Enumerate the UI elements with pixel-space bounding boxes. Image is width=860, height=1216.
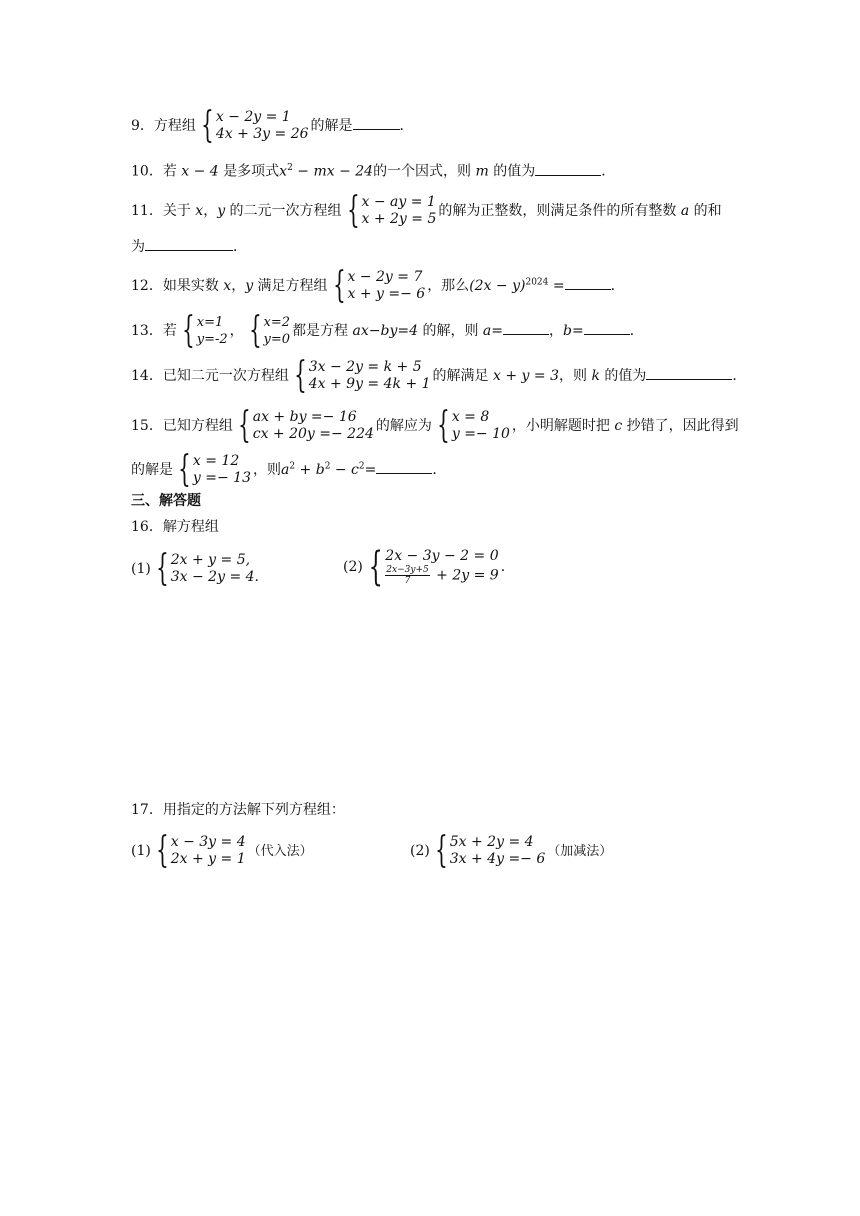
method-label: （代入法） — [247, 844, 313, 859]
equation-system: { x − 2y = 7 x + y =− 6 — [332, 265, 426, 306]
equation-system: { x − 3y = 4 2x + y = 1 — [155, 830, 246, 871]
question-16-part2: (2) { 2x − 3y − 2 = 0 $\frac{2x-3y+5}{7}$ + 2y = 9 ． — [343, 544, 515, 590]
equation-system: { ax + by =− 16 cx + 20y =− 224 — [237, 405, 374, 446]
equation-system: { x = 12 y =− 13 — [178, 449, 251, 490]
question-number: 9． — [131, 118, 154, 134]
question-16: 16．解方程组 — [131, 519, 219, 535]
question-17: 17．用指定的方法解下列方程组： — [131, 802, 345, 818]
question-17-part1: (1) { x − 3y = 4 2x + y = 1 （代入法） — [131, 830, 313, 871]
question-16-part1: (1) { 2x + y = 5, 3x − 2y = 4. — [131, 548, 259, 589]
answer-blank — [584, 320, 630, 335]
equation-system: { x − 2y = 1 4x + 3y = 26 — [201, 105, 309, 146]
question-number: 16． — [131, 519, 163, 535]
question-number: 12． — [131, 278, 163, 294]
question-9: 9．方程组 { x − 2y = 1 4x + 3y = 26 的解是 ． — [131, 105, 414, 146]
question-10: 10．若 x − 4 是多项式$x^2$ − mx − 24的一个因式，则 m 的值为 ． — [131, 158, 615, 182]
equation-system: { 3x − 2y = k + 5 4x + 9y = 4k + 1 — [293, 355, 431, 396]
question-11-line2: 为 ． — [131, 236, 247, 257]
question-number: 11． — [131, 203, 163, 219]
question-13: 13．若 { x=1 y=-2 ， { x=2 y=0 都是方程 ax−by=4 的解，则 a= ，b= ． — [131, 310, 644, 351]
question-15: 15．已知方程组 { ax + by =− 16 cx + 20y =− 224 的解应为 { x = 8 y =− 10 ，小明解题时把 c 抄错了，因此得到 — [131, 405, 739, 446]
equation-system: { x − ay = 1 x + 2y = 5 — [346, 190, 437, 231]
section-heading: 三、解答题 — [131, 493, 201, 509]
equation-system: { x=2 y=0 — [248, 310, 291, 351]
equation-system: { x = 8 y =− 10 — [437, 405, 510, 446]
answer-blank — [353, 115, 400, 130]
answer-blank — [535, 161, 601, 176]
answer-blank — [145, 236, 233, 251]
question-number: 15． — [131, 418, 163, 434]
fraction: $\frac{2x-3y+5}{7}$ — [386, 565, 429, 586]
equation-system: { 2x + y = 5, 3x − 2y = 4. — [155, 548, 259, 589]
equation-system: { 5x + 2y = 4 3x + 4y =− 6 — [434, 830, 546, 871]
question-11: 11．关于 x，y 的二元一次方程组 { x − ay = 1 x + 2y = 5 的解为正整数，则满足条件的所有整数 a 的和 — [131, 190, 722, 231]
equation-system: { x=1 y=-2 — [181, 310, 228, 351]
question-15-line2: 的解是 { x = 12 y =− 13 ，则$a^2 + b^2 - c^2=$ ． — [131, 449, 447, 490]
question-number: 10． — [131, 163, 163, 180]
answer-blank — [646, 365, 732, 380]
answer-blank — [565, 275, 611, 290]
answer-blank — [376, 459, 432, 474]
question-number: 13． — [131, 323, 163, 339]
question-17-part2: (2) { 5x + 2y = 4 3x + 4y =− 6 （加减法） — [410, 830, 613, 871]
equation-system: { 2x − 3y − 2 = 0 $\frac{2x-3y+5}{7}$ + 2y = 9 — [368, 544, 499, 590]
question-number: 14． — [131, 368, 163, 384]
question-number: 17． — [131, 802, 163, 818]
method-label: （加减法） — [547, 844, 613, 859]
question-14: 14．已知二元一次方程组 { 3x − 2y = k + 5 4x + 9y = 4k + 1 的解满足 x + y = 3，则 k 的值为 ． — [131, 355, 747, 396]
answer-blank — [503, 320, 549, 335]
question-12: 12．如果实数 x，y 满足方程组 { x − 2y = 7 x + y =− 6 ，那么$(2x - y)^{2024}$ = ． — [131, 265, 625, 306]
